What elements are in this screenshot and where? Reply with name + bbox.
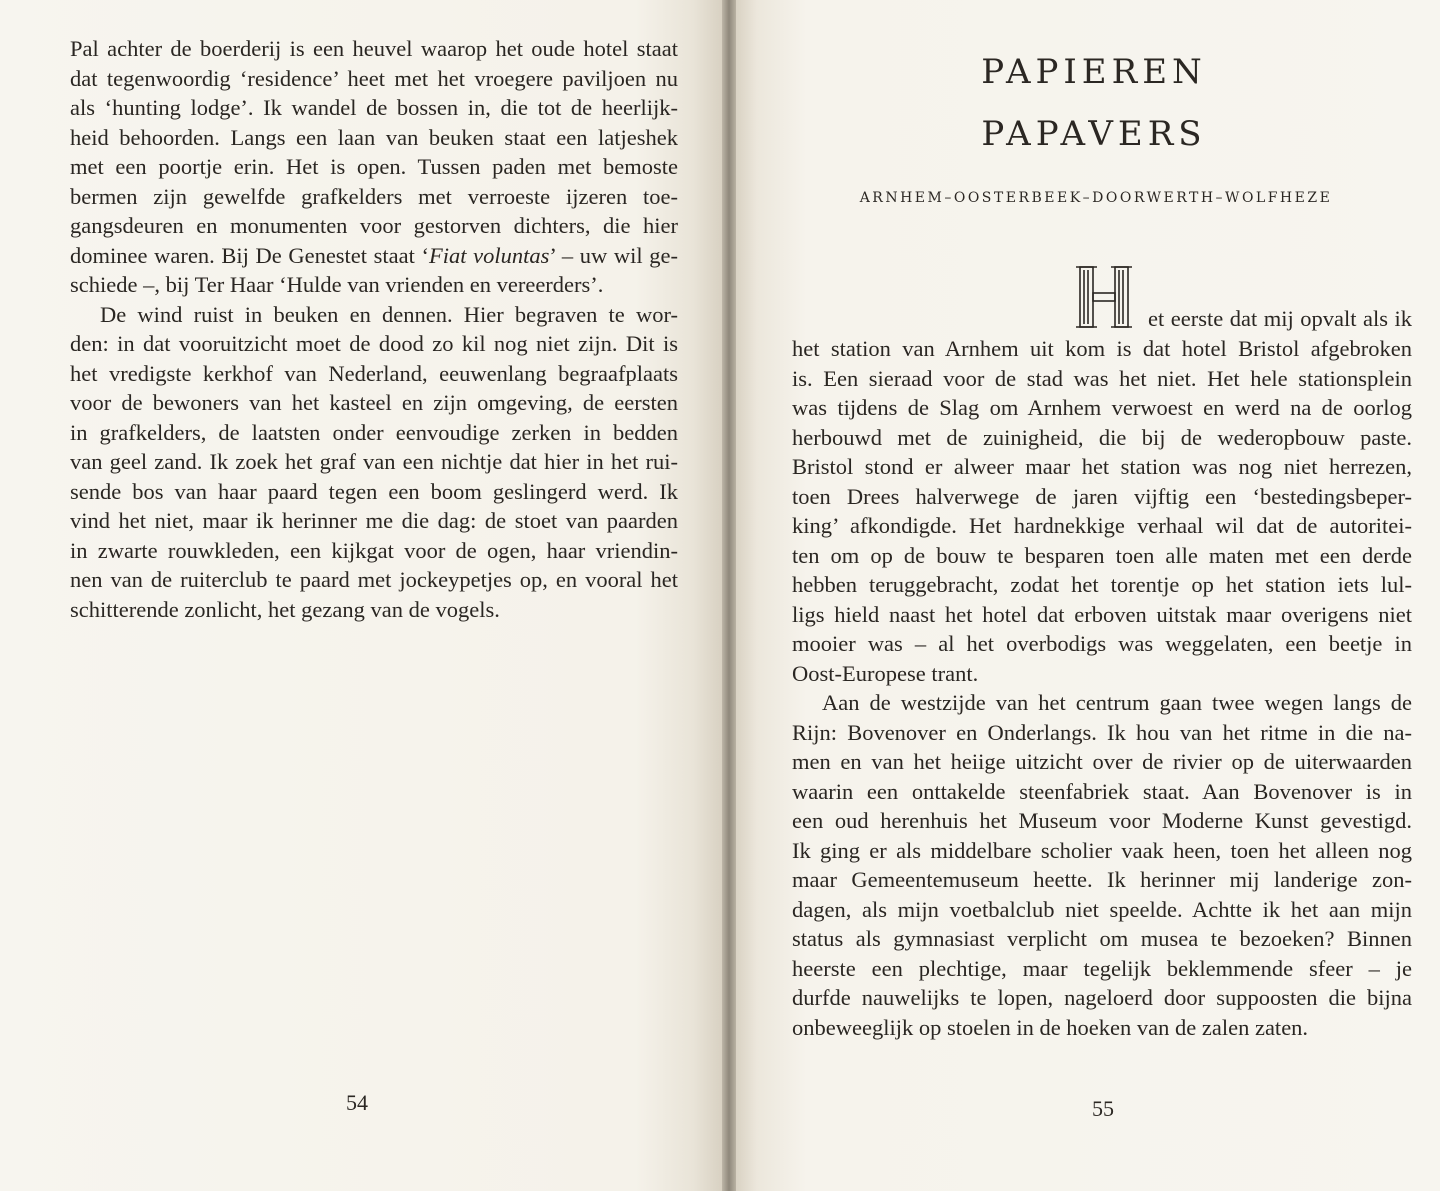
- text-line: het station van Arnhem uit kom is dat hotel Bristol afgebroken: [792, 336, 1412, 361]
- page-number-right: 55: [1092, 1096, 1114, 1121]
- text-line: vind het niet, maar ik herinner me die dag: de stoet van paarden: [70, 508, 678, 533]
- left-page-text: [70, 34, 678, 624]
- text-line: in grafkelders, de laatsten onder eenvoudige zerken in bedden: [70, 419, 678, 445]
- italic-quote: Fiat voluntas: [429, 242, 550, 268]
- text-line: et eerste dat mij opvalt als ik: [1148, 306, 1412, 331]
- text-line: voor de bewoners van het kasteel en zijn omgeving, de eersten: [70, 390, 678, 415]
- text-line: Pal achter de boerderij is een heuvel waarop het oude hotel staat: [70, 36, 678, 61]
- chapter-title-line-2: PAPAVERS: [981, 114, 1207, 154]
- text-line: sende bos van haar paard tegen een boom geslingerd werd. Ik: [70, 478, 678, 504]
- text-line: schiede –, bij Ter Haar ‘Hulde van vrienden en vereerders’.: [70, 272, 604, 297]
- text-line: schitterende zonlicht, het gezang van de vogels.: [70, 596, 500, 622]
- drop-cap-h: [1074, 264, 1134, 330]
- chapter-subtitle: ARNHEM–OOSTERBEEK–DOORWERTH–WOLFHEZE: [859, 190, 1333, 206]
- text-line: heerste een plechtige, maar tegelijk beklemmende sfeer – je: [792, 955, 1412, 981]
- text-line: Bristol stond er alweer maar het station was nog niet herrezen,: [792, 454, 1412, 479]
- text-line: maar Gemeentemuseum heette. Ik herinner mij landerige zon-: [792, 867, 1412, 892]
- text-line: king’ afkondigde. Het hardnekkige verhaal wil dat de autoritei-: [792, 513, 1412, 538]
- text-line: mooier was – al het overbodigs was weggelaten, een beetje in: [792, 631, 1412, 656]
- text-line: van geel zand. Ik zoek het graf van een nichtje dat hier in het rui-: [70, 449, 678, 474]
- chapter-title-line-1: PAPIEREN: [981, 52, 1207, 92]
- right-page-text: [792, 334, 1412, 1042]
- text-line: den: in dat vooruitzicht moet de dood zo kil nog niet zijn. Dit is: [70, 331, 678, 356]
- text-line: De wind ruist in beuken en dennen. Hier begraven te wor-: [100, 301, 678, 327]
- text-line: het vredigste kerkhof van Nederland, eeuwenlang begraafplaats: [70, 360, 678, 386]
- first-line-after-dropcap: [1148, 304, 1412, 334]
- right-page: [736, 0, 1440, 1191]
- text-line: heid behoorden. Langs een laan van beuken staat een latjeshek: [70, 124, 678, 150]
- text-line: waarin een onttakelde steenfabriek staat. Aan Bovenover is in: [792, 778, 1412, 804]
- text-line: status als gymnasiast verplicht om musea te bezoeken? Binnen: [792, 926, 1412, 951]
- book-gutter: [722, 0, 736, 1191]
- text-line: als ‘hunting lodge’. Ik wandel de bossen in, die tot de heerlijk-: [70, 95, 678, 120]
- text-line: met een poortje erin. Het is open. Tussen paden met bemoste: [70, 154, 678, 179]
- text-line: gangsdeuren en monumenten voor gestorven dichters, die hier: [70, 213, 678, 238]
- text-line: ten om op de bouw te besparen toen alle maten met een derde: [792, 542, 1412, 568]
- text-line: een oud herenhuis het Museum voor Moderne Kunst gevestigd.: [792, 808, 1412, 833]
- text-line: in zwarte rouwkleden, een kijkgat voor de ogen, haar vriendin-: [70, 537, 678, 563]
- text-line: is. Een sieraad voor de stad was het niet. Het hele stationsplein: [792, 365, 1412, 391]
- text-line: herbouwd met de zuinigheid, die bij de wederopbouw paste.: [792, 424, 1412, 450]
- text-line: ligs hield naast het hotel dat erboven uitstak maar overigens niet: [792, 601, 1412, 627]
- text-line: dat tegenwoordig ‘residence’ heet met het vroegere paviljoen nu: [70, 65, 678, 91]
- page-number-left: 54: [346, 1090, 368, 1115]
- text-line: bermen zijn gewelfde grafkelders met verroeste ijzeren toe-: [70, 183, 678, 209]
- text-line: was tijdens de Slag om Arnhem verwoest en werd na de oorlog: [792, 395, 1412, 420]
- text-line: hebben teruggebracht, zodat het torentje op het station iets lul-: [792, 572, 1412, 597]
- text-line: Oost-Europese trant.: [792, 660, 979, 686]
- text-line: toen Drees halverwege de jaren vijftig een ‘bestedingsbeper-: [792, 483, 1412, 509]
- text-line: Ik ging er als middelbare scholier vaak heen, toen het alleen nog: [792, 837, 1412, 863]
- text-line: Aan de westzijde van het centrum gaan twee wegen langs de: [822, 690, 1412, 715]
- text-line: men en van het heiige uitzicht over de rivier op de uiterwaarden: [792, 749, 1412, 774]
- text-line: durfde nauwelijks te lopen, nageloerd door suppoosten die bijna: [792, 985, 1412, 1010]
- text-line: Rijn: Bovenover en Onderlangs. Ik hou van het ritme in die na-: [792, 719, 1412, 745]
- text-line: dagen, als mijn voetbalclub niet speelde. Achtte ik het aan mijn: [792, 896, 1412, 922]
- text-line: onbeweeglijk op stoelen in de hoeken van de zalen zaten.: [792, 1014, 1309, 1040]
- text-line: dominee waren. Bij De Genestet staat ‘Fiat voluntas’ – uw wil ge-: [70, 242, 678, 268]
- text-line: nen van de ruiterclub te paard met jockeypetjes op, en vooral het: [70, 567, 678, 592]
